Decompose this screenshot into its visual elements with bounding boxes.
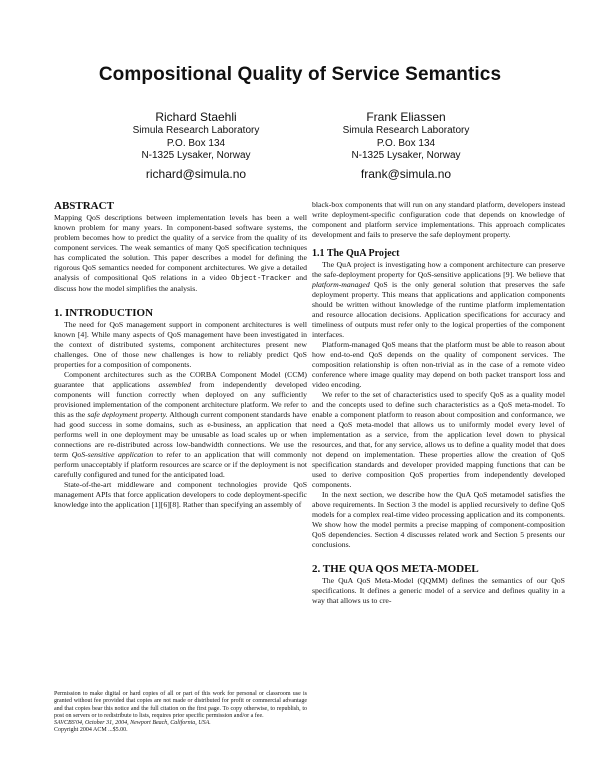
author-address-line: N-1325 Lysaker, Norway bbox=[141, 150, 251, 161]
footnote-copyright: Copyright 2004 ACM ...$5.00. bbox=[54, 727, 128, 734]
code-term: Object-Tracker bbox=[231, 275, 292, 283]
author-email: frank@simula.no bbox=[360, 166, 452, 181]
author-address-line: P.O. Box 134 bbox=[376, 137, 436, 149]
body-paragraph: The QuA QoS Meta-Model (QQMM) defines the semantics of our QoS specifications. It defines a generic model of a service and defines quality in a way that allows us to cre- bbox=[312, 576, 565, 605]
abstract-heading: ABSTRACT bbox=[54, 200, 114, 212]
body-paragraph: The need for QoS management support in component architectures is well known [4]. While many aspects of QoS management have been investigated in the context of distributed systems, component architectures present new challenges. One of those new challenges is how to reliably predict QoS properties for a composition of components. bbox=[54, 320, 307, 369]
body-paragraph: We refer to the set of characteristics used to specify QoS as a quality model and the concepts used to define such characteristics as a QoS meta-model. To enable a component platform to reason about composition and conformance, we need a QoS meta-model that allows us to uniformly model every level of implementation as a service, from the application level down to physical resources, and that, for any service, allows us to define a quality model that does not depend on implementation. These properties allow the creation of QoS specification standards and developer provided mapping functions that can be used to derive composition QoS properties from independently developed components. bbox=[312, 390, 565, 489]
right-column bbox=[312, 200, 565, 606]
author-affiliation: Simula Research Laboratory bbox=[342, 125, 470, 136]
author-address-line: N-1325 Lysaker, Norway bbox=[351, 150, 461, 161]
author-address-line: P.O. Box 134 bbox=[166, 137, 226, 149]
author-affiliation: Simula Research Laboratory bbox=[132, 125, 260, 136]
author-name: Frank Eliassen bbox=[366, 110, 446, 124]
body-paragraph: The QuA project is investigating how a component architecture can preserve the safe-deployment property for QoS-sensitive applications [9]. We believe that platform-managed QoS is the only general solution that preserves the safe deployment property. This means that applications and application components should be written without knowledge of the runtime platform implementation and resource allocation decisions. Application specifications for accuracy and timeliness of outputs must refer only to the logical properties of the component interfaces. bbox=[312, 260, 565, 339]
subsection-heading-qua-project: 1.1 The QuA Project bbox=[312, 248, 400, 259]
footnote-text: Permission to make digital or hard copies of all or part of this work for personal or classroom use is granted without fee provided that copies are not made or distributed for profit or commercial advantage and that copies bear this notice and the full citation on the first page. To copy otherwise, to republish, to post on servers or to redistribute to lists, requires prior specific permission and/or a fee. bbox=[54, 691, 307, 719]
left-column bbox=[54, 200, 307, 510]
author-block-eliassen bbox=[301, 110, 511, 182]
author-block-staehli bbox=[91, 110, 301, 182]
body-paragraph: State-of-the-art middleware and component technologies provide QoS management APIs that force application developers to code deployment-specific knowledge into the application [1][6][8]. Rather than specifying an assembly of bbox=[54, 480, 307, 509]
section-heading-meta-model: 2. THE QUA QOS META-MODEL bbox=[312, 563, 479, 575]
author-name: Richard Staehli bbox=[155, 110, 237, 124]
body-paragraph: black-box components that will run on any standard platform, developers instead write deployment-specific configuration code that depends on knowledge of component and platform service implementations. This approach complicates development and fails to preserve the safe deployment property. bbox=[312, 200, 565, 239]
author-email: richard@simula.no bbox=[145, 166, 247, 181]
body-paragraph: Component architectures such as the CORBA Component Model (CCM) guarantee that applications assembled from independently developed components will function correctly when deployed on any sufficiently provisioned implementation of the component architecture platform. We refer to this as the safe deployment property. Although current component standards have had good success in some domains, such as e-business, an application that performs well in one deployment may be unusable as load scales up or when connections are re-distributed across low-bandwidth connections. We use the term QoS-sensitive application to refer to an application that will commonly perform unacceptably if platform resources are scarce or if the deployment is not carefully configured and tuned for the anticipated load. bbox=[54, 370, 308, 479]
paper-title: Compositional Quality of Service Semantics bbox=[98, 64, 502, 85]
permission-footnote bbox=[54, 691, 307, 735]
footnote-venue: SAVCBS'04, October 31, 2004, Newport Beach, California, USA. bbox=[54, 720, 211, 727]
abstract-paragraph: Mapping QoS descriptions between implementation levels has been a well known problem for many years. In component-based software systems, the problem becomes how to predict the quality of a service from the quality of its component services. The weak semantics of many QoS specification techniques has complicated the solution. This paper describes a model for defining the rigorous QoS semantics needed for component architectures. We give a detailed analysis of compositional QoS relations in a video Object-Tracker and discuss how the model simplifies the analysis. bbox=[54, 213, 307, 293]
body-paragraph: In the next section, we describe how the QuA QoS metamodel satisfies the above requirements. In Section 3 the model is applied recursively to define QoS models for a complex real-time video processing application and its components. We show how the model permits a precise mapping of component-composition QoS dependencies. Section 4 discusses related work and Section 5 presents our conclusions. bbox=[312, 490, 565, 549]
section-heading-introduction: 1. INTRODUCTION bbox=[54, 307, 154, 319]
body-paragraph: Platform-managed QoS means that the platform must be able to reason about how end-to-end QoS depends on the quality of component services. The composition relationship is often non-trivial as in the case of a remote video conference where image quality may depend on both packet transport loss and video encoding. bbox=[312, 340, 565, 389]
